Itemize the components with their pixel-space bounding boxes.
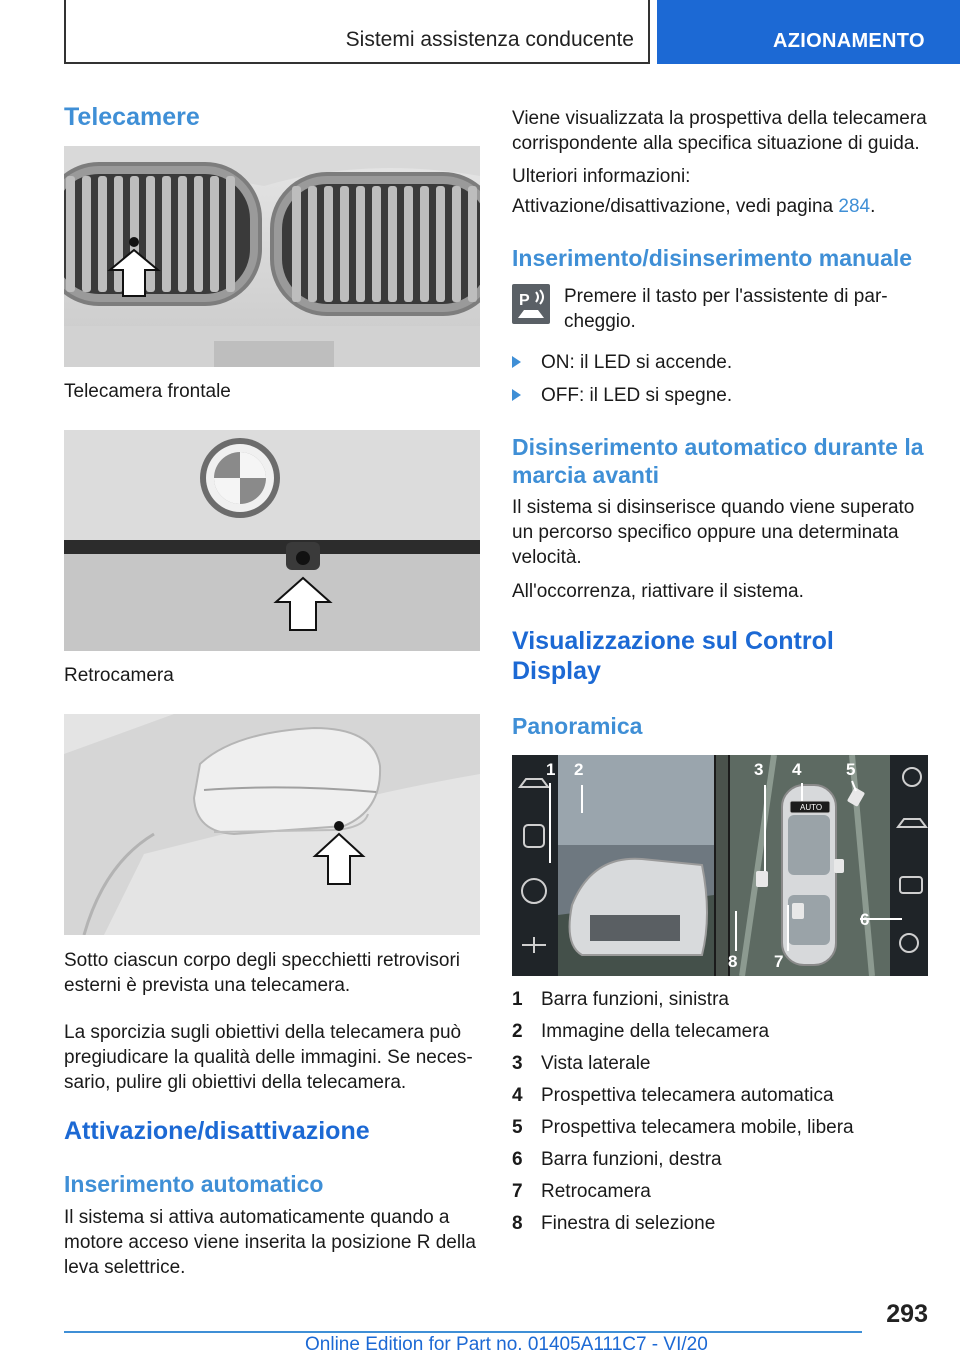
header-section-box — [64, 0, 650, 64]
svg-text:P: P — [519, 292, 530, 309]
park-assist-button-icon — [512, 284, 550, 324]
heading-control-display: Visualizzazione sul Control Display — [512, 627, 834, 685]
overview-label-8: 8 — [728, 952, 738, 971]
overview-label-2: 2 — [574, 760, 584, 779]
paragraph-mirror-camera: Sotto ciascun corpo degli specchietti retrovisori esterni è prevista una telecamera. — [64, 950, 461, 996]
footer-divider — [64, 1331, 862, 1333]
heading-auto-deactivation: Disinserimento automatico durante la marcia avanti — [512, 434, 924, 488]
header-chapter-tab — [657, 0, 960, 64]
paragraph-camera-view: Viene visualizzata la prospettiva della telecamera corrispondente alla specifica situazione di guida. — [512, 108, 927, 154]
overview-label-5: 5 — [846, 760, 856, 779]
reference-end: . — [870, 196, 876, 217]
overview-label-4: 4 — [792, 760, 802, 779]
caption-rear-camera: Retrocamera — [64, 665, 174, 686]
heading-overview: Panoramica — [512, 713, 643, 739]
overview-label-7: 7 — [774, 952, 784, 971]
paragraph-auto-activation: Il sistema si attiva automaticamente quando a motore acceso viene inserita la posizione R della leva selettrice. — [64, 1207, 476, 1278]
control-display-overview-image — [512, 755, 928, 976]
overview-label-6: 6 — [860, 910, 870, 929]
front-camera-image — [64, 146, 480, 367]
paragraph-auto-deactivation: Il sistema si disinserisce quando viene superato un percorso specifico oppure una determinata velocità. — [512, 497, 915, 568]
bullet-triangle-icon — [512, 389, 521, 401]
overview-auto-label: AUTO — [800, 803, 823, 812]
overview-label-3: 3 — [754, 760, 764, 779]
bullet-triangle-icon — [512, 356, 521, 368]
header-section-title: Sistemi assistenza conducente — [345, 28, 634, 51]
footer-edition: Online Edition for Part no. 01405A111C7 - VI/20 — [305, 1334, 708, 1355]
heading-activation: Attivazione/disattivazione — [64, 1117, 370, 1145]
heading-auto-activation: Inserimento automatico — [64, 1171, 324, 1197]
caption-front-camera: Telecamera frontale — [64, 381, 231, 402]
paragraph-dirty-lens: La sporcizia sugli obiettivi della telecamera può pregiudicare la qualità delle immagini. Se necessario, pulire gli obiettivi della telecamera. — [64, 1022, 473, 1093]
reference-page-link[interactable]: 284 — [838, 196, 871, 217]
paragraph-press-button: Premere il tasto per l'assistente di parcheggio. — [564, 286, 888, 332]
heading-manual: Inserimento/disinserimento manuale — [512, 245, 913, 271]
paragraph-reactivate: All'occorrenza, riattivare il sistema. — [512, 581, 804, 602]
reference-line — [512, 194, 928, 219]
page-number: 293 — [886, 1300, 928, 1328]
rear-camera-image — [64, 430, 480, 651]
more-info-label: Ulteriori informazioni: — [512, 166, 691, 187]
mirror-camera-image — [64, 714, 480, 935]
reference-text: Attivazione/disattivazione, vedi pagina — [512, 196, 839, 217]
header-chapter-title: AZIONAMENTO — [773, 30, 925, 52]
heading-telecamere: Telecamere — [64, 103, 200, 131]
overview-label-1: 1 — [546, 760, 556, 779]
